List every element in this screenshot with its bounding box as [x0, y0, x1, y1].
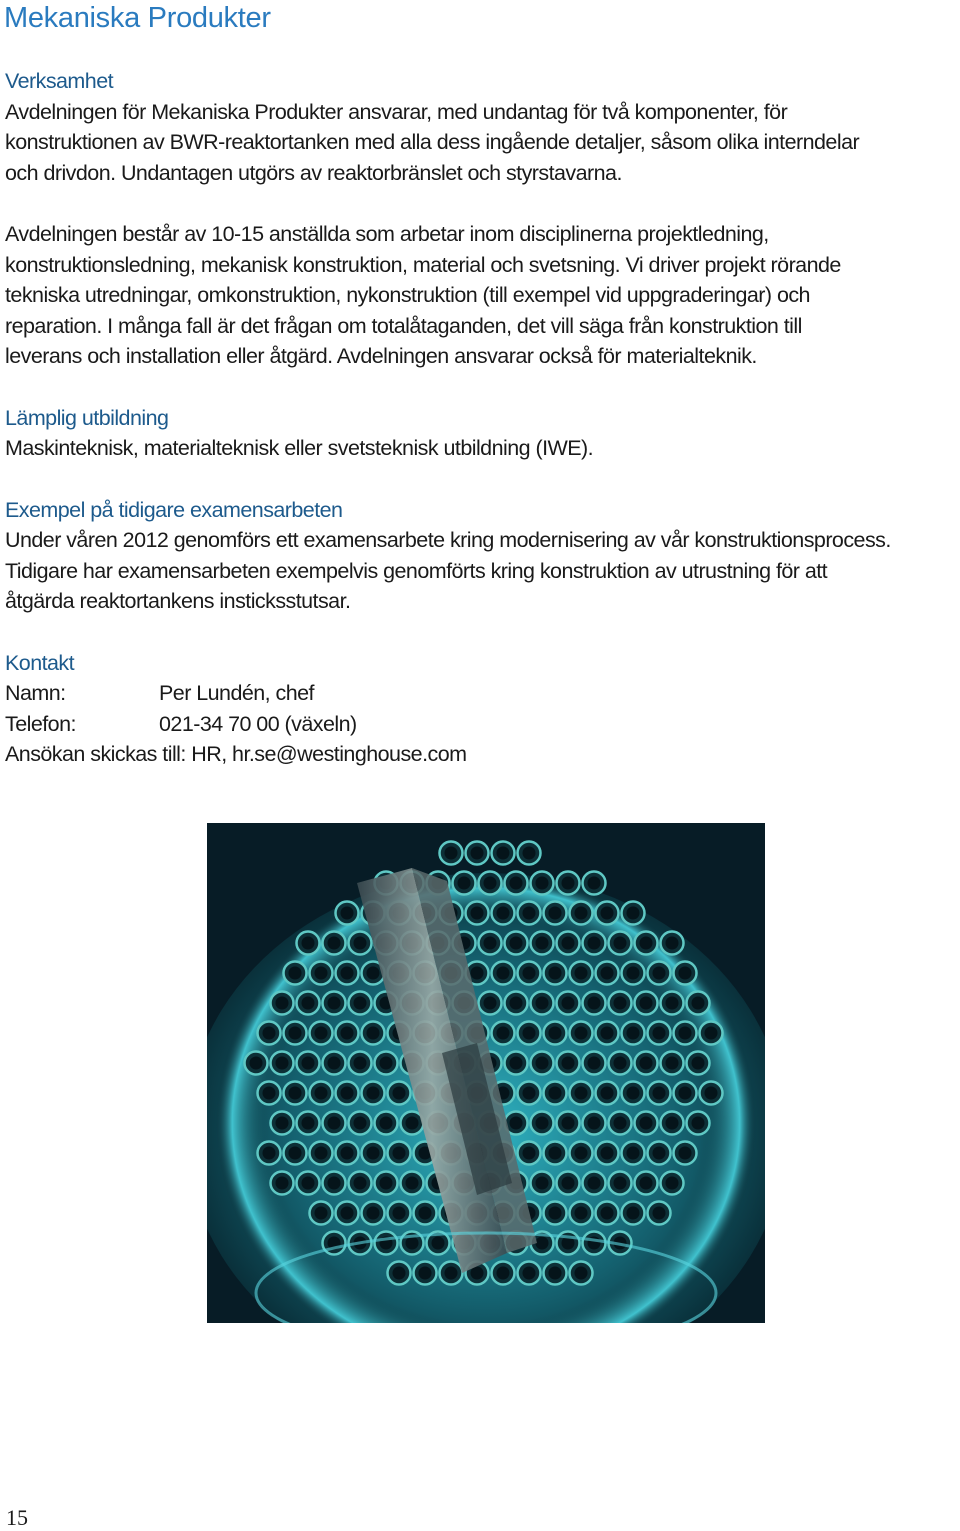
fuel-channel-bore: [588, 1057, 601, 1070]
fuel-channel-bore: [393, 1087, 406, 1100]
fuel-channel-bore: [367, 1207, 380, 1220]
reactor-core-illustration: [207, 823, 765, 1323]
fuel-channel-bore: [315, 1027, 328, 1040]
fuel-channel-bore: [614, 1057, 627, 1070]
fuel-channel-bore: [393, 1267, 406, 1280]
fuel-channel-bore: [289, 1147, 302, 1160]
fuel-channel-bore: [679, 967, 692, 980]
fuel-channel-bore: [419, 1207, 432, 1220]
fuel-channel-bore: [510, 1117, 523, 1130]
fuel-channel-bore: [276, 1057, 289, 1070]
fuel-channel-bore: [575, 1027, 588, 1040]
fuel-channel-bore: [627, 1087, 640, 1100]
fuel-channel-bore: [705, 1087, 718, 1100]
fuel-channel-bore: [276, 997, 289, 1010]
text-line: och drivdon. Undantagen utgörs av reaktorbränslet och styrstavarna.: [5, 160, 622, 185]
fuel-channel-bore: [692, 1117, 705, 1130]
text-line: Avdelningen för Mekaniska Produkter ansvarar, med undantag för två komponenter, för: [5, 99, 788, 124]
section-heading-utbildning: Lämplig utbildning: [5, 405, 169, 430]
fuel-channel-bore: [588, 1117, 601, 1130]
fuel-channel-bore: [445, 847, 458, 860]
fuel-channel-bore: [393, 1147, 406, 1160]
fuel-channel-bore: [445, 1267, 458, 1280]
fuel-channel-bore: [406, 1237, 419, 1250]
fuel-channel-bore: [315, 1147, 328, 1160]
section-heading-examensarbeten: Exempel på tidigare examensarbeten: [5, 497, 343, 522]
fuel-channel-bore: [588, 877, 601, 890]
fuel-channel-bore: [497, 1027, 510, 1040]
fuel-channel-bore: [380, 1177, 393, 1190]
contact-name-value: Per Lundén, chef: [159, 681, 314, 705]
fuel-channel-bore: [653, 1027, 666, 1040]
text-line: Tidigare har examensarbeten exempelvis genomförts kring konstruktion av utrustning för att: [5, 558, 828, 583]
application-contact: Ansökan skickas till: HR, hr.se@westinghouse.com: [5, 742, 467, 766]
fuel-channel-bore: [354, 1057, 367, 1070]
fuel-channel-bore: [536, 877, 549, 890]
fuel-channel-bore: [393, 1207, 406, 1220]
fuel-channel-bore: [666, 1177, 679, 1190]
fuel-channel-bore: [601, 1147, 614, 1160]
fuel-channel-bore: [575, 967, 588, 980]
fuel-channel-bore: [432, 1237, 445, 1250]
fuel-channel-bore: [354, 997, 367, 1010]
fuel-channel-bore: [549, 967, 562, 980]
fuel-channel-bore: [289, 1027, 302, 1040]
fuel-channel-bore: [653, 1207, 666, 1220]
fuel-channel-bore: [575, 1207, 588, 1220]
fuel-channel-bore: [627, 967, 640, 980]
fuel-channel-bore: [523, 1267, 536, 1280]
fuel-channel-bore: [484, 997, 497, 1010]
text-line: åtgärda reaktortankens insticksstutsar.: [5, 589, 351, 613]
fuel-channel-bore: [588, 1177, 601, 1190]
fuel-channel-bore: [692, 997, 705, 1010]
fuel-channel-bore: [523, 1147, 536, 1160]
fuel-channel-bore: [640, 1177, 653, 1190]
fuel-channel-bore: [562, 877, 575, 890]
text-line: Under våren 2012 genomförs ett examensarbete kring modernisering av vår konstruktionsprocess.: [5, 528, 891, 552]
fuel-channel-bore: [601, 907, 614, 920]
fuel-channel-bore: [666, 997, 679, 1010]
fuel-channel-bore: [497, 847, 510, 860]
fuel-channel-bore: [484, 937, 497, 950]
section-heading-verksamhet: Verksamhet: [5, 69, 114, 93]
fuel-channel-bore: [250, 1057, 263, 1070]
fuel-channel-bore: [510, 997, 523, 1010]
fuel-channel-bore: [471, 847, 484, 860]
fuel-channel-bore: [302, 1117, 315, 1130]
fuel-channel-bore: [367, 967, 380, 980]
fuel-channel-bore: [302, 937, 315, 950]
fuel-channel-bore: [276, 1177, 289, 1190]
fuel-channel-bore: [523, 1087, 536, 1100]
fuel-channel-bore: [315, 1207, 328, 1220]
fuel-channel-bore: [627, 1027, 640, 1040]
fuel-channel-bore: [341, 1207, 354, 1220]
fuel-channel-bore: [523, 967, 536, 980]
fuel-channel-bore: [263, 1027, 276, 1040]
fuel-channel-bore: [328, 1057, 341, 1070]
fuel-channel-bore: [510, 877, 523, 890]
page-number: 15: [6, 1505, 28, 1530]
fuel-channel-bore: [471, 1267, 484, 1280]
fuel-channel-bore: [354, 1177, 367, 1190]
fuel-channel-bore: [406, 1117, 419, 1130]
fuel-channel-bore: [458, 877, 471, 890]
fuel-channel-bore: [549, 1027, 562, 1040]
text-line: reparation. I många fall är det frågan om totalåtaganden, det vill säga från konstruktion till: [5, 313, 802, 338]
fuel-channel-bore: [562, 997, 575, 1010]
fuel-channel-bore: [497, 967, 510, 980]
fuel-channel-bore: [328, 937, 341, 950]
fuel-channel-bore: [315, 1087, 328, 1100]
fuel-channel-bore: [497, 1267, 510, 1280]
fuel-channel-bore: [419, 1267, 432, 1280]
fuel-channel-bore: [601, 1087, 614, 1100]
fuel-channel-bore: [315, 967, 328, 980]
fuel-channel-bore: [523, 847, 536, 860]
fuel-channel-bore: [640, 937, 653, 950]
fuel-channel-bore: [575, 1147, 588, 1160]
fuel-channel-bore: [263, 1147, 276, 1160]
fuel-channel-bore: [471, 907, 484, 920]
content: [5, 66, 960, 770]
fuel-channel-bore: [367, 1087, 380, 1100]
fuel-channel-bore: [289, 967, 302, 980]
fuel-channel-bore: [328, 997, 341, 1010]
fuel-channel-bore: [497, 907, 510, 920]
fuel-channel-bore: [354, 937, 367, 950]
fuel-channel-bore: [653, 1147, 666, 1160]
contact-phone-row: [5, 709, 960, 740]
fuel-channel-bore: [575, 1087, 588, 1100]
fuel-channel-bore: [341, 1027, 354, 1040]
fuel-channel-bore: [601, 1027, 614, 1040]
fuel-channel-bore: [536, 1177, 549, 1190]
contact-phone-value: 021-34 70 00 (växeln): [159, 711, 357, 736]
fuel-channel-bore: [328, 1117, 341, 1130]
fuel-channel-bore: [354, 1117, 367, 1130]
fuel-channel-bore: [705, 1027, 718, 1040]
fuel-channel-bore: [562, 1177, 575, 1190]
fuel-channel-bore: [653, 1087, 666, 1100]
fuel-channel-bore: [536, 1117, 549, 1130]
fuel-channel-bore: [640, 997, 653, 1010]
text-line: leverans och installation eller åtgärd. Avdelningen ansvarar också för materialteknik.: [5, 344, 757, 368]
fuel-channel-bore: [549, 1207, 562, 1220]
fuel-channel-bore: [679, 1027, 692, 1040]
fuel-channel-bore: [653, 967, 666, 980]
fuel-channel-bore: [549, 1087, 562, 1100]
text-line: Avdelningen består av 10-15 anställda som arbetar inom disciplinerna projektledning,: [5, 222, 769, 246]
fuel-channel-bore: [692, 1057, 705, 1070]
fuel-channel-bore: [510, 937, 523, 950]
fuel-channel-bore: [380, 1117, 393, 1130]
fuel-channel-bore: [588, 997, 601, 1010]
fuel-channel-bore: [367, 1027, 380, 1040]
utbildning-text: Maskinteknisk, materialteknisk eller svetsteknisk utbildning (IWE).: [5, 436, 594, 460]
fuel-channel-bore: [614, 997, 627, 1010]
fuel-channel-bore: [341, 1147, 354, 1160]
section-heading-kontakt: Kontakt: [5, 650, 75, 675]
fuel-channel-bore: [523, 907, 536, 920]
fuel-channel-bore: [679, 1147, 692, 1160]
fuel-channel-bore: [549, 907, 562, 920]
fuel-channel-bore: [614, 937, 627, 950]
text-line: konstruktionen av BWR-reaktortanken med alla dess ingående detaljer, såsom olika interndelar: [5, 130, 860, 154]
fuel-channel-bore: [510, 1057, 523, 1070]
fuel-channel-bore: [341, 1087, 354, 1100]
examensarbeten-text: [5, 525, 960, 617]
fuel-channel-bore: [536, 1237, 549, 1250]
fuel-channel-bore: [627, 907, 640, 920]
fuel-channel-bore: [562, 1117, 575, 1130]
fuel-channel-bore: [640, 1117, 653, 1130]
fuel-channel-bore: [341, 907, 354, 920]
page-title: Mekaniska Produkter: [4, 2, 271, 34]
fuel-channel-bore: [627, 1147, 640, 1160]
fuel-channel-bore: [666, 1117, 679, 1130]
fuel-channel-bore: [601, 967, 614, 980]
fuel-channel-bore: [666, 1057, 679, 1070]
fuel-channel-bore: [263, 1087, 276, 1100]
fuel-channel-bore: [367, 1147, 380, 1160]
fuel-channel-bore: [549, 1147, 562, 1160]
fuel-channel-bore: [536, 937, 549, 950]
fuel-channel-bore: [666, 937, 679, 950]
fuel-channel-bore: [302, 1057, 315, 1070]
contact-name-row: [5, 678, 960, 709]
fuel-channel-bore: [614, 1117, 627, 1130]
fuel-channel-bore: [380, 1057, 393, 1070]
fuel-channel-bore: [562, 1057, 575, 1070]
fuel-channel-bore: [588, 937, 601, 950]
fuel-channel-bore: [302, 1177, 315, 1190]
fuel-channel-bore: [627, 1207, 640, 1220]
fuel-channel-bore: [614, 1177, 627, 1190]
fuel-channel-bore: [289, 1087, 302, 1100]
text-line: konstruktionsledning, mekanisk konstruktion, material och svetsning. Vi driver projekt rörande: [5, 252, 841, 277]
contact-name-label: Namn:: [5, 681, 66, 705]
fuel-channel-bore: [302, 997, 315, 1010]
fuel-channel-bore: [328, 1177, 341, 1190]
verksamhet-paragraph-1: [5, 97, 960, 189]
fuel-channel-bore: [549, 1267, 562, 1280]
verksamhet-paragraph-2: [5, 219, 960, 372]
fuel-channel-bore: [562, 937, 575, 950]
fuel-channel-bore: [406, 1177, 419, 1190]
fuel-channel-bore: [341, 967, 354, 980]
fuel-channel-bore: [575, 907, 588, 920]
fuel-channel-bore: [575, 1267, 588, 1280]
fuel-channel-bore: [536, 1057, 549, 1070]
fuel-channel-bore: [471, 967, 484, 980]
text-line: tekniska utredningar, omkonstruktion, nykonstruktion (till exempel vid uppgraderingar) och: [5, 283, 810, 307]
fuel-channel-bore: [536, 997, 549, 1010]
fuel-channel-bore: [640, 1057, 653, 1070]
reactor-core-photo: [207, 823, 765, 1323]
fuel-channel-bore: [523, 1027, 536, 1040]
fuel-channel-bore: [276, 1117, 289, 1130]
fuel-channel-bore: [484, 877, 497, 890]
contact-phone-label: Telefon:: [5, 711, 76, 736]
fuel-channel-bore: [601, 1207, 614, 1220]
fuel-channel-bore: [679, 1087, 692, 1100]
